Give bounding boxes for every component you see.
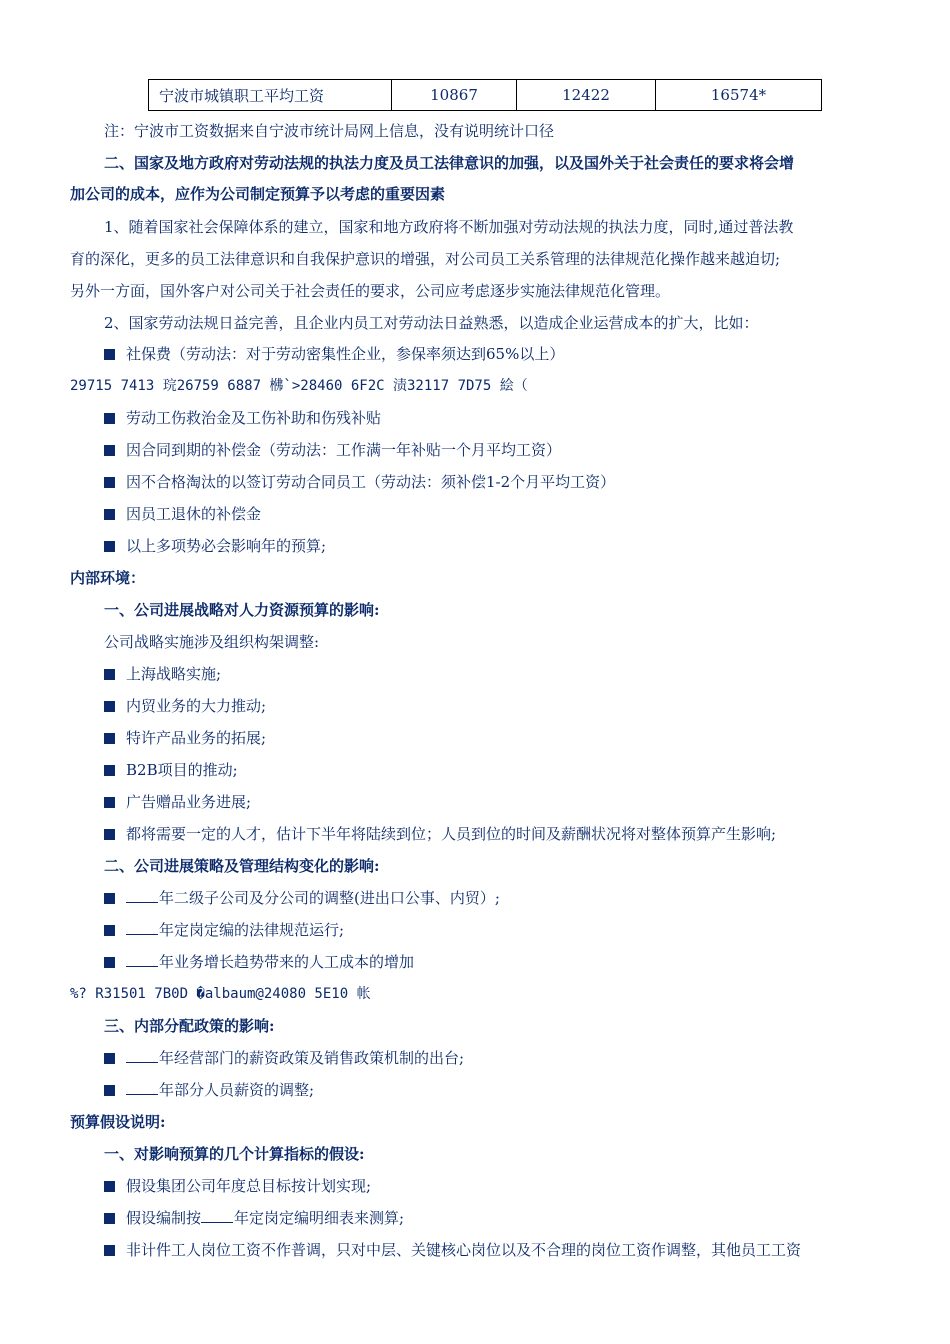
list-item-text: 年部分人员薪资的调整; (159, 1081, 315, 1099)
list-item: 因员工退休的补偿金 (126, 505, 262, 523)
budget-assumption-heading: 预算假设说明: (70, 1113, 166, 1131)
fill-in-blank (126, 952, 158, 967)
square-bullet-icon (104, 1245, 115, 1256)
list-item-text: 年经营部门的薪资政策及销售政策机制的出台; (159, 1049, 465, 1067)
subsection-heading: 一、公司进展战略对人力资源预算的影响: (104, 601, 380, 619)
list-item (126, 920, 344, 940)
section-heading-cont: 加公司的成本，应作为公司制定预算予以考虑的重要因素 (70, 185, 446, 203)
list-item-text: 假设编制按 (126, 1209, 202, 1227)
fill-in-blank (201, 1208, 233, 1223)
wage-value-cell: 16574* (656, 80, 822, 111)
square-bullet-icon (104, 509, 115, 520)
square-bullet-icon (104, 541, 115, 552)
list-item: 因合同到期的补偿金（劳动法：工作满一年补贴一个月平均工资） (126, 441, 562, 459)
square-bullet-icon (104, 893, 115, 904)
square-bullet-icon (104, 829, 115, 840)
table-row (149, 80, 822, 111)
list-item: 内贸业务的大力推动; (126, 697, 267, 715)
square-bullet-icon (104, 925, 115, 936)
list-item: 特许产品业务的拓展; (126, 729, 267, 747)
paragraph: 1、随着国家社会保障体系的建立，国家和地方政府将不断加强对劳动法规的执法力度，同时,通过普法教 (104, 218, 794, 236)
internal-env-heading: 内部环境： (70, 569, 146, 587)
wage-value-cell: 12422 (517, 80, 656, 111)
fill-in-blank (126, 1048, 158, 1063)
wage-label-cell: 宁波市城镇职工平均工资 (149, 80, 392, 111)
list-item: 以上多项势必会影响年的预算; (126, 537, 327, 555)
garbled-text: 29715 7413 琓26759 6887 梻`>28460 6F2C 渍32117 7D75 絵（ (70, 378, 528, 394)
square-bullet-icon (104, 1213, 115, 1224)
square-bullet-icon (104, 445, 115, 456)
list-item (126, 1080, 314, 1100)
list-item-text: 年定岗定编明细表来测算; (234, 1209, 405, 1227)
list-item (126, 1208, 404, 1228)
list-item-text: 年业务增长趋势带来的人工成本的增加 (159, 953, 415, 971)
list-item (126, 888, 500, 908)
subsection-heading: 三、内部分配政策的影响: (104, 1017, 275, 1035)
square-bullet-icon (104, 957, 115, 968)
square-bullet-icon (104, 349, 115, 360)
square-bullet-icon (104, 1181, 115, 1192)
list-item: 劳动工伤救治金及工伤补助和伤残补贴 (126, 409, 382, 427)
list-item-text: 年二级子公司及分公司的调整(进出口公事、内贸）; (159, 889, 500, 907)
square-bullet-icon (104, 765, 115, 776)
list-item: 因不合格淘汰的以签订劳动合同员工（劳动法：须补偿1-2个月平均工资） (126, 473, 616, 491)
square-bullet-icon (104, 413, 115, 424)
subsection-heading: 一、对影响预算的几个计算指标的假设: (104, 1145, 365, 1163)
list-item: 非计件工人岗位工资不作普调，只对中层、关键核心岗位以及不合理的岗位工资作调整，其他员工工资 (126, 1241, 802, 1259)
paragraph: 公司战略实施涉及组织构架调整: (104, 633, 320, 651)
subsection-heading: 二、公司进展策略及管理结构变化的影响: (104, 857, 380, 875)
square-bullet-icon (104, 1053, 115, 1064)
square-bullet-icon (104, 477, 115, 488)
source-note: 注：宁波市工资数据来自宁波市统计局网上信息，没有说明统计口径 (104, 122, 555, 140)
list-item: 上海战略实施; (126, 665, 222, 683)
fill-in-blank (126, 1080, 158, 1095)
list-item: 假设集团公司年度总目标按计划实现; (126, 1177, 372, 1195)
square-bullet-icon (104, 733, 115, 744)
garbled-text: %? R31501 7B0D �albaum@24080 5E10 帐 (70, 986, 371, 1002)
paragraph: 2、国家劳动法规日益完善，且企业内员工对劳动法日益熟悉，以造成企业运营成本的扩大，比如： (104, 314, 759, 332)
list-item: 都将需要一定的人才，估计下半年将陆续到位；人员到位的时间及薪酬状况将对整体预算产生影响; (126, 825, 777, 843)
fill-in-blank (126, 888, 158, 903)
square-bullet-icon (104, 669, 115, 680)
section-heading: 二、国家及地方政府对劳动法规的执法力度及员工法律意识的加强，以及国外关于社会责任的要求将会增 (104, 154, 795, 172)
fill-in-blank (126, 920, 158, 935)
list-item (126, 1048, 464, 1068)
square-bullet-icon (104, 701, 115, 712)
paragraph: 另外一方面，国外客户对公司关于社会责任的要求，公司应考虑逐步实施法律规范化管理。 (70, 282, 671, 300)
list-item (126, 952, 414, 972)
square-bullet-icon (104, 1085, 115, 1096)
paragraph: 育的深化，更多的员工法律意识和自我保护意识的增强，对公司员工关系管理的法律规范化操作越来越迫切; (70, 250, 781, 268)
square-bullet-icon (104, 797, 115, 808)
list-item: B2B项目的推动; (126, 761, 238, 779)
list-item-text: 年定岗定编的法律规范运行; (159, 921, 345, 939)
wage-table (148, 79, 822, 111)
list-item: 社保费（劳动法：对于劳动密集性企业，参保率须达到65%以上） (126, 345, 565, 363)
wage-value-cell: 10867 (392, 80, 517, 111)
list-item: 广告赠品业务进展; (126, 793, 252, 811)
